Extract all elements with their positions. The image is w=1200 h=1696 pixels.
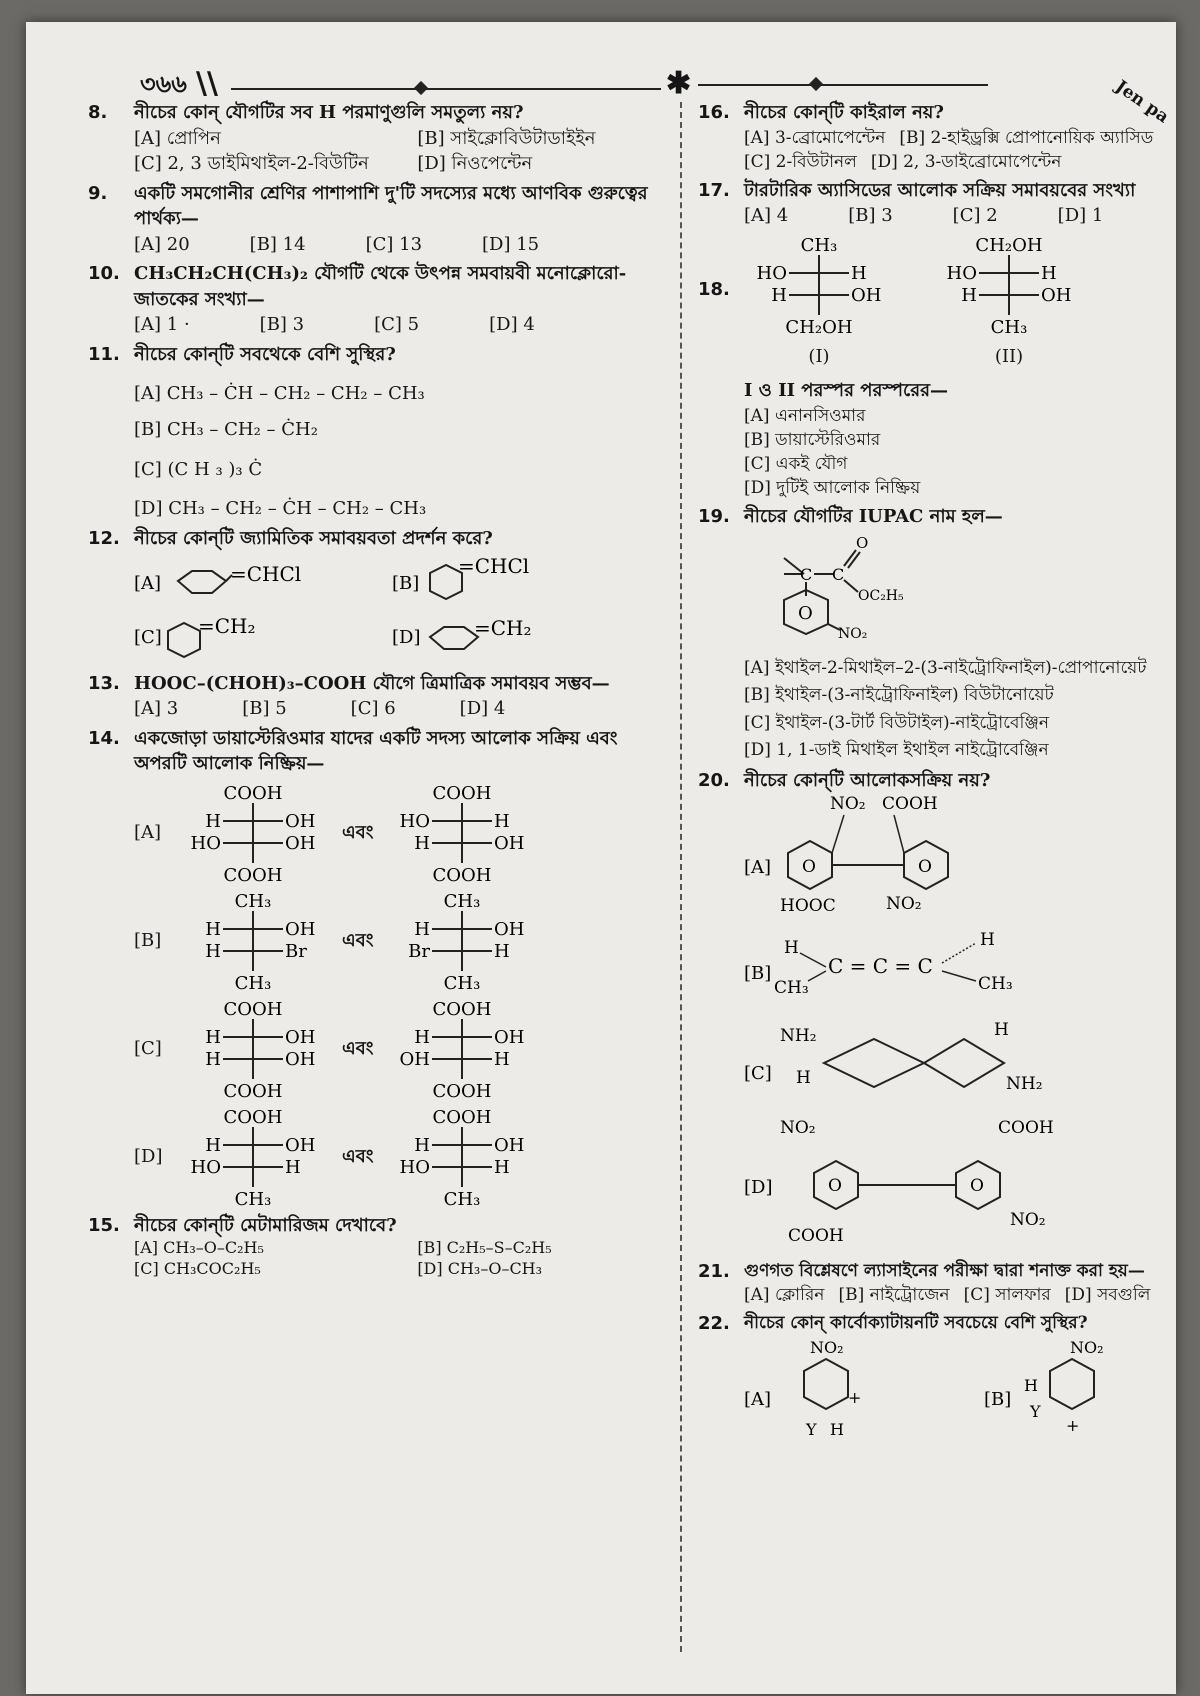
q20-d-no2-2: NO₂ xyxy=(1010,1210,1046,1231)
option-label: [B] xyxy=(134,930,162,952)
q22-label-b: [B] xyxy=(984,1389,1012,1411)
question-number: 8. xyxy=(88,102,108,123)
q22-a-ring xyxy=(804,1359,848,1409)
fischer-left-group: H xyxy=(205,1048,221,1070)
q20-b-h1: H xyxy=(784,938,799,959)
option-c: [C] 2-বিউটানল xyxy=(744,151,857,172)
fischer-left-group: H xyxy=(961,284,977,306)
fischer-right-group: H xyxy=(494,810,511,832)
q19-nitro: NO₂ xyxy=(838,625,868,642)
option-b: [B] নাইট্রোজেন xyxy=(838,1285,950,1306)
fischer-bottom-group: CH₃ xyxy=(444,972,481,993)
question-number: 21. xyxy=(698,1260,730,1282)
q20-b-h2: H xyxy=(980,930,995,951)
q20-a-cooh-top: COOH xyxy=(882,794,938,815)
q20-c-nh2-1: NH₂ xyxy=(780,1026,817,1047)
q22-b-ring xyxy=(1050,1359,1094,1409)
question-text: নীচের কোন্‌টি জ্যামিতিক সমাবয়বতা প্রদর্শন করে? xyxy=(134,527,493,549)
question-number: 16. xyxy=(698,102,730,123)
question-text: টারটারিক অ্যাসিডের আলোক সক্রিয় সমাবয়বের সংখ্যা xyxy=(744,179,1136,201)
q20-structures xyxy=(744,793,1164,1253)
fischer-bottom-group: CH₃ xyxy=(234,1188,272,1209)
fischer-right-group: OH xyxy=(494,1026,525,1048)
option-c: [C] 5 xyxy=(374,314,420,336)
fischer-bottom-group: CH₃ xyxy=(444,1188,481,1209)
option-c: [C] 2, 3 ডাইমিথাইল-2-বিউটিন xyxy=(134,153,369,175)
question-text: একটি সমগোনীর শ্রেণির পাশাপাশি দু'টি সদস্যের মধ্যে আণবিক গুরুত্বের পার্থক্য— xyxy=(134,182,648,230)
fischer-bottom-group: COOH xyxy=(223,864,283,885)
cyclohexane-ring-d xyxy=(430,627,478,649)
q20-a-ring-2-circle: O xyxy=(918,857,932,878)
q14-option-row xyxy=(134,997,676,1101)
group-a: =CHCl xyxy=(230,562,302,587)
question-9 xyxy=(88,181,676,258)
q20-label-d: [D] xyxy=(744,1177,773,1199)
q20-d-ring-1-circle: O xyxy=(828,1176,842,1197)
question-text: নীচের যৌগটির IUPAC নাম হল— xyxy=(744,506,1003,528)
q20-b-ch3-1: CH₃ xyxy=(774,978,809,999)
option-a: [A] 4 xyxy=(744,205,789,227)
q22-b-no2: NO₂ xyxy=(1070,1338,1104,1358)
option-b: [B] C₂H₅–S–C₂H₅ xyxy=(417,1238,552,1258)
question-17 xyxy=(698,178,1168,229)
fischer-right-group: OH xyxy=(851,284,882,306)
question-number: 12. xyxy=(88,527,120,549)
question-14 xyxy=(88,726,676,1209)
question-22 xyxy=(698,1311,1168,1453)
fischer-projection xyxy=(178,997,328,1101)
header-star-icon: ✱ xyxy=(666,66,692,101)
q20-label-a: [A] xyxy=(744,857,772,879)
option-a: [A] CH₃ – ĊH – CH₂ – CH₂ – CH₃ xyxy=(134,383,425,405)
fischer-left-group: H xyxy=(771,284,787,306)
right-column xyxy=(698,100,1168,1457)
fischer-right-group: OH xyxy=(285,832,316,854)
fischer-left-group: H xyxy=(414,1134,431,1156)
question-8 xyxy=(88,100,676,177)
option-d: [D] 1 xyxy=(1057,205,1104,227)
option-c: [C] সালফার xyxy=(963,1285,1051,1306)
fischer-right-group: H xyxy=(494,940,511,962)
option-b: [B] 3 xyxy=(259,314,305,336)
fischer-right-group: H xyxy=(851,262,867,284)
fischer-left-group: H xyxy=(205,918,221,940)
header-slash-ornament: \\ xyxy=(196,66,218,101)
q22-b-y: Y xyxy=(1030,1402,1041,1422)
option-label: [A] xyxy=(134,822,162,844)
q20-c-ring-2 xyxy=(924,1039,1004,1087)
q20-a-hooc: HOOC xyxy=(780,896,836,917)
q19-carbonyl-o: O xyxy=(856,533,869,552)
corner-brand: Jen pa xyxy=(1111,76,1173,128)
fischer-top-group: COOH xyxy=(432,1106,492,1128)
question-11 xyxy=(88,342,676,522)
fischer-left-group: HO xyxy=(190,1156,221,1178)
fischer-left-group: H xyxy=(414,832,431,854)
fischer-left-group: HO xyxy=(946,262,977,284)
q22-structures xyxy=(744,1335,1164,1445)
question-text: গুণগত বিশ্লেষণে ল্যাসাইনের পরীক্ষা দ্বারা শনাক্ত করা হয়— xyxy=(744,1260,1145,1281)
question-text: নীচের কোন্ যৌগটির সব H পরমাণুগুলি সমতুল্য নয়? xyxy=(134,102,524,123)
group-c: =CH₂ xyxy=(198,614,256,639)
page-number: ৩৬৬ xyxy=(140,69,187,98)
question-18 xyxy=(698,233,1168,500)
option-a: [A] এনানসিওমার xyxy=(744,405,866,426)
q18-fischer-structures xyxy=(744,233,1168,370)
fischer-right-group: H xyxy=(1041,262,1057,284)
question-15 xyxy=(88,1213,676,1280)
option-b: [B] 5 xyxy=(242,698,287,720)
question-number: 20. xyxy=(698,769,730,791)
fischer-top-group: COOH xyxy=(223,1106,283,1128)
question-number: 19. xyxy=(698,506,730,528)
fischer-right-group: OH xyxy=(494,832,525,854)
option-d: [D] নিওপেন্টেন xyxy=(417,153,533,175)
fischer-left-group: H xyxy=(205,940,221,962)
question-number: 11. xyxy=(88,343,120,365)
option-b: [B] 3 xyxy=(848,205,893,227)
question-number: 13. xyxy=(88,672,120,694)
page-header xyxy=(26,36,1176,106)
question-number: 9. xyxy=(88,182,108,204)
option-c: [C] 13 xyxy=(365,233,423,255)
q20-label-c: [C] xyxy=(744,1063,772,1085)
q20-d-cooh-2: COOH xyxy=(788,1226,844,1247)
column-divider xyxy=(680,102,682,1652)
header-diamond-icon xyxy=(414,81,428,95)
fischer-bottom-group: CH₃ xyxy=(990,316,1028,337)
option-c: [C] CH₃COC₂H₅ xyxy=(134,1259,261,1279)
question-16 xyxy=(698,100,1168,174)
fischer-left-group: H xyxy=(205,1026,221,1048)
and-word: এবং xyxy=(342,822,374,844)
fischer-right-group: OH xyxy=(494,918,525,940)
fischer-right-group: OH xyxy=(285,1134,316,1156)
option-a-label: [A] xyxy=(134,573,162,595)
structure-label: (II) xyxy=(994,346,1024,368)
fischer-left-group: HO xyxy=(400,810,431,832)
q20-a-no2-top: NO₂ xyxy=(830,794,866,815)
question-text: নীচের কোন্ কার্বোক্যাটায়নটি সবচেয়ে বেশি সুস্থির? xyxy=(744,1313,1088,1334)
option-d: [D] দুটিই আলোক নিষ্ক্রিয় xyxy=(744,477,921,498)
header-rule-left xyxy=(231,88,661,90)
left-column xyxy=(88,100,676,1284)
question-text: HOOC–(CHOH)₃–COOH যৌগে ত্রিমাত্রিক সমাবয়ব সম্ভব— xyxy=(134,672,610,694)
option-b: [B] ডায়াস্টেরিওমার xyxy=(744,429,881,450)
q12-structures xyxy=(134,551,654,659)
option-b: [B] CH₃ – CH₂ – ĊH₂ xyxy=(134,419,318,441)
fischer-bottom-group: CH₃ xyxy=(234,972,272,993)
q14-fischer-pairs xyxy=(134,781,676,1209)
q22-a-no2: NO₂ xyxy=(810,1338,844,1358)
q14-option-row xyxy=(134,1105,676,1209)
fischer-right-group: OH xyxy=(494,1134,525,1156)
option-c: [C] 6 xyxy=(350,698,396,720)
fischer-top-group: CH₃ xyxy=(800,234,838,256)
fischer-right-group: H xyxy=(494,1156,511,1178)
question-text: নীচের কোন্‌টি কাইরাল নয়? xyxy=(744,102,944,123)
structure-label: (I) xyxy=(808,346,830,368)
question-13 xyxy=(88,671,676,722)
fischer-projection xyxy=(178,1105,328,1209)
q20-c-ring-1 xyxy=(824,1039,924,1087)
option-a: [A] 20 xyxy=(134,233,190,255)
option-d: [D] 4 xyxy=(489,314,535,336)
fischer-projection xyxy=(744,233,894,337)
cyclohexane-ring-c xyxy=(168,623,200,657)
fischer-bottom-group: COOH xyxy=(432,1080,492,1101)
option-a: [A] 1 · xyxy=(134,314,190,336)
option-label: [C] xyxy=(134,1038,162,1060)
option-d: [D] CH₃–O–CH₃ xyxy=(417,1259,543,1279)
fischer-projection xyxy=(387,781,537,885)
fischer-left-group: HO xyxy=(190,832,221,854)
fischer-bottom-group: COOH xyxy=(223,1080,283,1101)
fischer-top-group: COOH xyxy=(432,998,492,1020)
option-d: [D] 1, 1-ডাই মিথাইল ইথাইল নাইট্রোবেঞ্জিন xyxy=(744,739,1049,760)
fischer-right-group: H xyxy=(285,1156,301,1178)
question-number: 17. xyxy=(698,179,730,201)
question-number: 10. xyxy=(88,263,120,285)
q22-label-a: [A] xyxy=(744,1389,772,1411)
question-20 xyxy=(698,768,1168,1261)
fischer-top-group: COOH xyxy=(432,782,492,804)
q22-b-h: H xyxy=(1024,1376,1038,1396)
fischer-top-group: COOH xyxy=(223,998,283,1020)
header-rule-right xyxy=(698,84,988,86)
group-b: =CHCl xyxy=(458,554,530,579)
fischer-top-group: CH₃ xyxy=(444,890,481,912)
fischer-right-group: H xyxy=(494,1048,511,1070)
question-10 xyxy=(88,261,676,338)
question-21 xyxy=(698,1259,1168,1307)
textbook-page xyxy=(26,22,1176,1694)
fischer-right-group: OH xyxy=(285,1048,316,1070)
q20-b-allene: C = C = C xyxy=(828,954,933,979)
option-b: [B] 2-হাইড্রক্সি প্রোপানোয়িক অ্যাসিড xyxy=(899,127,1154,148)
fischer-right-group: OH xyxy=(1041,284,1072,306)
cyclohexane-ring-a xyxy=(178,571,226,593)
option-c: [C] (C H ₃ )₃ Ċ xyxy=(134,458,263,480)
q20-c-nh2-2: NH₂ xyxy=(1006,1074,1043,1095)
q20-c-h1: H xyxy=(796,1068,811,1089)
option-c: [C] ইথাইল-(3-টার্ট বিউটাইল)-নাইট্রোবেঞ্জিন xyxy=(744,712,1049,733)
option-c: [C] 2 xyxy=(952,205,998,227)
question-stem: I ও II পরস্পর পরস্পরের— xyxy=(744,379,949,401)
option-d: [D] 4 xyxy=(459,698,506,720)
q22-a-plus: + xyxy=(848,1388,862,1408)
fischer-left-group: OH xyxy=(400,1048,431,1070)
fischer-projection xyxy=(387,997,537,1101)
fischer-projection xyxy=(387,889,537,993)
question-text: নীচের কোন্‌টি আলোকসক্রিয় নয়? xyxy=(744,769,991,791)
q20-d-ring-2-circle: O xyxy=(970,1176,984,1197)
option-a: [A] প্রোপিন xyxy=(134,127,221,149)
fischer-left-group: H xyxy=(205,1134,221,1156)
q14-option-row xyxy=(134,781,676,885)
fischer-left-group: HO xyxy=(756,262,787,284)
option-b: [B] 14 xyxy=(249,233,306,255)
fischer-right-group: OH xyxy=(285,918,316,940)
fischer-projection xyxy=(178,781,328,885)
option-d: [D] CH₃ – CH₂ – ĊH – CH₂ – CH₃ xyxy=(134,498,427,520)
q20-d-cooh-1: COOH xyxy=(998,1118,1054,1139)
fischer-top-group: CH₂OH xyxy=(975,234,1043,256)
option-c: [C] একই যৌগ xyxy=(744,453,848,474)
option-a: [A] CH₃–O–C₂H₅ xyxy=(134,1238,264,1258)
option-a: [A] 3-ব্রোমোপেন্টেন xyxy=(744,127,886,148)
fischer-left-group: H xyxy=(414,1026,431,1048)
fischer-projection xyxy=(178,889,328,993)
question-text: CH₃CH₂CH(CH₃)₂ যৌগটি থেকে উৎপন্ন সমবায়বী মনোক্লোরো-জাতকের সংখ্যা— xyxy=(134,263,627,310)
question-number: 18. xyxy=(698,278,730,300)
fischer-left-group: HO xyxy=(400,1156,431,1178)
question-text: একজোড়া ডায়াস্টেরিওমার যাদের একটি সদস্য আলোক সক্রিয় এবং অপরটি আলোক নিষ্ক্রিয়— xyxy=(134,727,618,775)
group-d: =CH₂ xyxy=(474,616,532,641)
and-word: এবং xyxy=(342,930,374,952)
q20-label-b: [B] xyxy=(744,963,772,985)
q20-a-ring-1-circle: O xyxy=(802,857,816,878)
and-word: এবং xyxy=(342,1146,374,1168)
q19-carbon-1: C xyxy=(800,564,813,584)
fischer-right-group: OH xyxy=(285,1026,316,1048)
q18-structure-1 xyxy=(744,233,894,370)
q22-b-plus: + xyxy=(1066,1416,1080,1436)
question-text: নীচের কোন্‌টি মেটামারিজম দেখাবে? xyxy=(134,1214,397,1236)
question-number: 14. xyxy=(88,727,120,749)
q14-option-row xyxy=(134,889,676,993)
fischer-top-group: COOH xyxy=(223,782,283,804)
and-word: এবং xyxy=(342,1038,374,1060)
q20-d-no2-1: NO₂ xyxy=(780,1118,816,1139)
fischer-top-group: CH₃ xyxy=(234,890,272,912)
q20-c-h2: H xyxy=(994,1020,1009,1041)
q19-ester: OC₂H₅ xyxy=(858,587,904,604)
fischer-bottom-group: CH₂OH xyxy=(785,316,853,337)
q19-structure xyxy=(744,530,964,648)
question-12 xyxy=(88,526,676,667)
option-b: [B] সাইক্লোবিউটাডাইইন xyxy=(417,127,596,149)
option-a: [A] 3 xyxy=(134,698,179,720)
fischer-bottom-group: COOH xyxy=(432,864,492,885)
option-a: [A] ক্লোরিন xyxy=(744,1285,825,1306)
q18-structure-2 xyxy=(934,233,1084,370)
question-text: নীচের কোন্‌টি সবথেকে বেশি সুস্থির? xyxy=(134,343,396,365)
option-d: [D] 15 xyxy=(482,233,540,255)
header-diamond-icon-2 xyxy=(809,77,823,91)
question-19 xyxy=(698,504,1168,764)
fischer-left-group: Br xyxy=(408,940,431,962)
option-d: [D] সবগুলি xyxy=(1064,1285,1151,1306)
option-d-label: [D] xyxy=(392,627,421,649)
fischer-right-group: Br xyxy=(285,940,307,962)
question-number: 15. xyxy=(88,1214,120,1236)
q20-a-no2-bottom: NO₂ xyxy=(886,894,922,915)
question-number: 22. xyxy=(698,1313,730,1335)
option-b: [B] ইথাইল-(3-নাইট্রোফিনাইল) বিউটানোয়েট xyxy=(744,685,1054,706)
q19-carbon-2: C xyxy=(832,564,845,584)
option-a: [A] ইথাইল-2-মিথাইল–2-(3-নাইট্রোফিনাইল)-প্রোপানোয়েট xyxy=(744,658,1147,679)
q22-a-h: H xyxy=(830,1420,844,1440)
fischer-projection xyxy=(387,1105,537,1209)
option-c-label: [C] xyxy=(134,627,162,649)
q19-ring-circle: O xyxy=(798,602,813,624)
q22-a-y: Y xyxy=(806,1420,817,1440)
option-b-label: [B] xyxy=(392,573,420,595)
option-d: [D] 2, 3-ডাইব্রোমোপেন্টেন xyxy=(870,151,1062,172)
fischer-left-group: H xyxy=(414,918,431,940)
fischer-left-group: H xyxy=(205,810,221,832)
option-label: [D] xyxy=(134,1146,163,1168)
fischer-right-group: OH xyxy=(285,810,316,832)
fischer-projection xyxy=(934,233,1084,337)
q20-b-ch3-2: CH₃ xyxy=(978,974,1013,995)
